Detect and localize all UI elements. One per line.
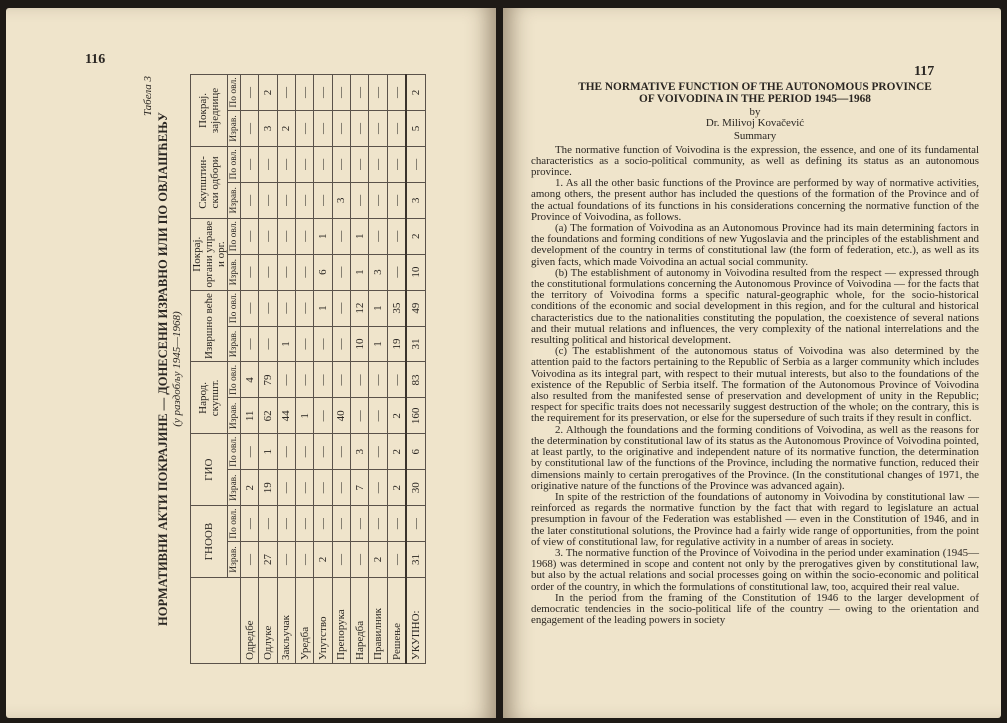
table-cell: —: [332, 506, 350, 542]
summary-paragraph: 2. Although the foundations and the forming conditions of Voivodina, as well as the reasons for the determination by constitutional law of its status as the Autonomous Province of Voivodina pointed, at least partly, to the originative and independent nature of its normative function, the determination by constitutional law of the functions of the Province, including the normative function, reduced their dimensions mainly to certain prerogatives of the Province. (In the constitutional changes of 1971, the originative nature of the functions of the Province was advanced again).: [531, 423, 979, 492]
table-cell: 31: [406, 542, 425, 578]
summary-paragraph: In spite of the restriction of the foundations of autonomy in Voivodina by constitutional law — reinforced as regards the normative function by the fact that with regard to legislature an actual presumption in favour of the Federation was established — even in the Constitution of 1946, and in the later constitutional solutions, the Province had a fairly wide range of opportunities, from the point of view of constitutional law, for regulative activity in a number of areas in society.: [531, 490, 979, 548]
right-page: [503, 8, 1001, 718]
summary-heading: Summary: [733, 130, 777, 143]
table-cell: —: [369, 506, 387, 542]
table-cell: —: [332, 470, 350, 506]
table-cell: —: [241, 218, 259, 254]
table-cell: 1: [351, 218, 369, 254]
table-cell: 1: [369, 326, 387, 362]
table-caption: Табела 3: [142, 76, 154, 117]
table-cell: —: [351, 111, 369, 147]
table-cell: —: [314, 182, 332, 218]
row-label: Закључак: [277, 578, 295, 664]
table-cell: 4: [241, 362, 259, 398]
table-group-header-row: [191, 75, 228, 664]
table-cell: —: [351, 362, 369, 398]
sub-header: По овл.: [228, 290, 241, 326]
table-cell: —: [277, 434, 295, 470]
table-cell: —: [259, 326, 277, 362]
table-cell: —: [296, 182, 314, 218]
summary-paragraph: The normative function of Voivodina is the expression, the essence, and one of its fundamental characteristics as a socio-political community, as well as defining its status as an autonomous province.: [531, 143, 979, 179]
title-line-2: OF VOIVODINA IN THE PERIOD 1945—1968: [639, 92, 871, 105]
table-cell: —: [296, 542, 314, 578]
sub-header: По овл.: [228, 75, 241, 111]
table-cell: 1: [369, 290, 387, 326]
table-cell: —: [332, 111, 350, 147]
table-cell: —: [332, 290, 350, 326]
table-cell: —: [332, 146, 350, 182]
table-cell: —: [369, 146, 387, 182]
table-cell: 1: [314, 218, 332, 254]
page-number: 117: [914, 64, 935, 79]
table-cell: —: [387, 111, 406, 147]
table-cell: 2: [387, 434, 406, 470]
table-cell: —: [277, 182, 295, 218]
sub-header: По овл.: [228, 146, 241, 182]
byline: by: [749, 106, 761, 118]
table-cell: 12: [351, 290, 369, 326]
table-cell: 11: [241, 398, 259, 434]
table-cell: —: [259, 182, 277, 218]
normative-acts-table: [190, 74, 426, 664]
table-cell: —: [259, 254, 277, 290]
summary-paragraph: (c) The establishment of the autonomous status of Voivodina was also determined by the attention paid to the factors pertaining to the Republic of Serbia as a larger community which includes Voivodina as its integral part, with respect to their mutual interests, but also to the foundations of the existence of the Republic of Serbia itself. The formation of the Autonomous Province of Voivodina also resulted from the manifested sense of preservation and development of unity in the Republic; respect for specific traits does not necessarily suggest destruction of the whole; on the contrary, this is the requirement for its preservation, or else for the supersedure of such traits if they result in conflict.: [531, 345, 979, 425]
table-cell: —: [277, 75, 295, 111]
table-cell: —: [296, 506, 314, 542]
table-cell: —: [369, 218, 387, 254]
table-cell: —: [314, 146, 332, 182]
table-cell: —: [296, 146, 314, 182]
table-cell: —: [387, 75, 406, 111]
sub-header: По овл.: [228, 434, 241, 470]
sub-header: Израв.: [228, 470, 241, 506]
table-cell: 10: [351, 326, 369, 362]
table-cell: 5: [406, 111, 425, 147]
row-label: Препорука: [332, 578, 350, 664]
table-cell: 19: [259, 470, 277, 506]
table-cell: —: [332, 218, 350, 254]
table-cell: 3: [332, 182, 350, 218]
summary-paragraph: In the period from the framing of the Constitution of 1946 to the larger development of democratic tendencies in the socio-political life of the country — owing to the orientation and engagement of the leading powers in society: [531, 591, 979, 627]
table-cell: —: [296, 218, 314, 254]
summary-paragraph: 1. As all the other basic functions of the Province are performed by way of normative activities, among others, the present author has included the questions of the formation of the Province and of the actual foundations of its functions in his considerations concerning the normative function of the Province of Voivodina, as follows.: [531, 177, 979, 223]
table-cell: 2: [241, 470, 259, 506]
table-cell: —: [241, 290, 259, 326]
table-cell: —: [332, 254, 350, 290]
table-cell: —: [406, 146, 425, 182]
group-header: ГИО: [191, 434, 228, 506]
table-cell: —: [369, 434, 387, 470]
table-cell: —: [332, 362, 350, 398]
table-cell: —: [351, 506, 369, 542]
table-cell: 83: [406, 362, 425, 398]
table-cell: 1: [259, 434, 277, 470]
table-cell: —: [259, 506, 277, 542]
left-page: [6, 8, 496, 718]
table-row: [387, 75, 406, 664]
table-cell: 31: [406, 326, 425, 362]
group-header: Народ. скупшт.: [191, 362, 228, 434]
table-cell: 3: [351, 434, 369, 470]
table-cell: —: [314, 362, 332, 398]
group-header: Покрај. заједнице: [191, 75, 228, 147]
group-header: Покрај. органи управе и орг.: [191, 218, 228, 290]
table-cell: —: [241, 506, 259, 542]
table-cell: —: [277, 470, 295, 506]
table-cell: —: [314, 75, 332, 111]
table-cell: 6: [406, 434, 425, 470]
row-label: Одлуке: [259, 578, 277, 664]
table-cell: —: [241, 542, 259, 578]
table-cell: —: [296, 434, 314, 470]
table-cell: —: [241, 434, 259, 470]
table-cell: —: [241, 111, 259, 147]
table-cell: 1: [277, 326, 295, 362]
table-cell: —: [241, 182, 259, 218]
table-cell: —: [296, 290, 314, 326]
table-cell: —: [277, 254, 295, 290]
summary-paragraph: 3. The normative function of the Province of Voivodina in the period under examination (1945—1968) was determined in scope and content not only by the prerogatives given by constitutional law, but also by the actual relations and social processes going on within the socio-economic and political order of the country, in which the formulations of constitutional law, too, acquired their real value.: [531, 546, 979, 593]
sub-header: По овл.: [228, 506, 241, 542]
row-label: УКУПНО:: [406, 578, 425, 664]
table-cell: —: [406, 506, 425, 542]
table-cell: —: [332, 75, 350, 111]
table-cell: —: [314, 470, 332, 506]
table-cell: 2: [277, 111, 295, 147]
summary-paragraph: (a) The formation of Voivodina as an Autonomous Province had its main determining factors in the foundations and forming conditions of new Yugoslavia and the principles of the establishment and development of the country in terms of constitutional law (the form of federation, etc.), as well as its given facts, which made Voivodina an actual social community.: [531, 222, 979, 268]
table-cell: 7: [351, 470, 369, 506]
table-cell: —: [387, 506, 406, 542]
table-cell: 79: [259, 362, 277, 398]
sub-header: Израв.: [228, 398, 241, 434]
row-label: Правилник: [369, 578, 387, 664]
table-cell: —: [369, 362, 387, 398]
group-header: ГНООВ: [191, 506, 228, 578]
table-cell: —: [332, 434, 350, 470]
table-cell: 2: [369, 542, 387, 578]
table-cell: —: [296, 326, 314, 362]
table-cell: —: [314, 434, 332, 470]
table-row: [277, 75, 295, 664]
table-cell: —: [387, 542, 406, 578]
table-cell: —: [314, 111, 332, 147]
table-cell: —: [277, 146, 295, 182]
table-row: [241, 75, 259, 664]
table-cell: 3: [259, 111, 277, 147]
table-cell: —: [277, 290, 295, 326]
sub-header: Израв.: [228, 542, 241, 578]
table-cell: 10: [406, 254, 425, 290]
table-cell: 19: [387, 326, 406, 362]
table-cell: 27: [259, 542, 277, 578]
table-cell: 1: [296, 398, 314, 434]
table-cell: —: [387, 146, 406, 182]
sub-header: Израв.: [228, 111, 241, 147]
group-header: Извршно веће: [191, 290, 228, 362]
table-cell: 1: [314, 290, 332, 326]
table-cell: —: [277, 218, 295, 254]
summary-text: [531, 82, 979, 626]
table-sub-header-row: [228, 75, 241, 664]
table-subtitle: (у раздобљу 1945—1968): [171, 311, 183, 427]
table-cell: —: [369, 75, 387, 111]
sub-header: По овл.: [228, 362, 241, 398]
table-cell: 2: [387, 398, 406, 434]
table-cell: —: [296, 75, 314, 111]
table-cell: —: [296, 254, 314, 290]
row-label: Наредба: [351, 578, 369, 664]
table-cell: —: [314, 506, 332, 542]
table-cell: —: [332, 542, 350, 578]
table-cell: —: [277, 542, 295, 578]
table-total-row: [406, 75, 425, 664]
table-cell: —: [296, 362, 314, 398]
table-cell: —: [351, 398, 369, 434]
table-cell: 1: [351, 254, 369, 290]
row-label: Одредбе: [241, 578, 259, 664]
sub-header: Израв.: [228, 254, 241, 290]
table-cell: —: [296, 111, 314, 147]
rotated-table: [142, 74, 434, 664]
table-cell: 3: [369, 254, 387, 290]
table-cell: —: [369, 398, 387, 434]
author-name: Dr. Milivoj Kovačević: [705, 117, 805, 130]
table-cell: —: [296, 470, 314, 506]
table-cell: —: [351, 542, 369, 578]
table-cell: —: [387, 182, 406, 218]
table-cell: —: [259, 146, 277, 182]
table-cell: 35: [387, 290, 406, 326]
table-cell: —: [369, 111, 387, 147]
table-title: НОРМАТИВНИ АКТИ ПОКРАЈИНЕ — ДОНЕСЕНИ ИЗРАВНО ИЛИ ПО ОВЛАШЋЕЊУ: [156, 112, 170, 626]
table-cell: —: [277, 362, 295, 398]
table-row: [314, 75, 332, 664]
table-cell: 40: [332, 398, 350, 434]
sub-header: Израв.: [228, 182, 241, 218]
table-cell: —: [241, 75, 259, 111]
table-cell: —: [387, 362, 406, 398]
table-cell: 6: [314, 254, 332, 290]
table-cell: 2: [406, 75, 425, 111]
title-line-1: THE NORMATIVE FUNCTION OF THE AUTONOMOUS PROVINCE: [578, 81, 932, 93]
sub-header: Израв.: [228, 326, 241, 362]
summary-body: [531, 145, 979, 627]
group-header: Скупштин-ски одбори: [191, 146, 228, 218]
table-cell: —: [351, 146, 369, 182]
table-row: [259, 75, 277, 664]
table-cell: —: [351, 75, 369, 111]
table-row: [332, 75, 350, 664]
table-cell: —: [277, 506, 295, 542]
table-cell: 2: [314, 542, 332, 578]
row-label: Упутство: [314, 578, 332, 664]
table-cell: —: [314, 326, 332, 362]
table-cell: —: [369, 470, 387, 506]
row-label: Решење: [387, 578, 406, 664]
table-row: [296, 75, 314, 664]
table-cell: —: [332, 326, 350, 362]
table-row: [369, 75, 387, 664]
table-cell: —: [387, 254, 406, 290]
table-row: [351, 75, 369, 664]
table-cell: 44: [277, 398, 295, 434]
table-cell: 2: [259, 75, 277, 111]
page-number: 116: [85, 52, 106, 67]
table-cell: —: [259, 290, 277, 326]
table-cell: —: [369, 182, 387, 218]
table-cell: 2: [406, 218, 425, 254]
row-label: Уредба: [296, 578, 314, 664]
table-cell: —: [314, 398, 332, 434]
table-corner-cell: [191, 578, 241, 664]
table-cell: 2: [387, 470, 406, 506]
table-cell: —: [241, 326, 259, 362]
table-cell: —: [259, 218, 277, 254]
table-cell: 30: [406, 470, 425, 506]
table-cell: 3: [406, 182, 425, 218]
table-cell: 160: [406, 398, 425, 434]
table-cell: —: [351, 182, 369, 218]
table-cell: 62: [259, 398, 277, 434]
table-cell: —: [387, 218, 406, 254]
summary-paragraph: (b) The establishment of autonomy in Voivodina resulted from the respect — expressed through the constitutional formulations concerning the Autonomous Province of Voivodina — for the facts that the territory of Voivodina forms a specific natural-geographic whole, for the socio-historical conditions of the economic and social development in this region, and for the cultural and historical characteristics due to the nationalities constituting the population, the coexistence of several nations and their mutual relations and influences, the very complexity of the national interrelations and the resulting political and historical development.: [531, 266, 979, 347]
table-cell: —: [241, 254, 259, 290]
article-title: [531, 82, 979, 105]
table-cell: —: [241, 146, 259, 182]
sub-header: По овл.: [228, 218, 241, 254]
table-cell: 49: [406, 290, 425, 326]
